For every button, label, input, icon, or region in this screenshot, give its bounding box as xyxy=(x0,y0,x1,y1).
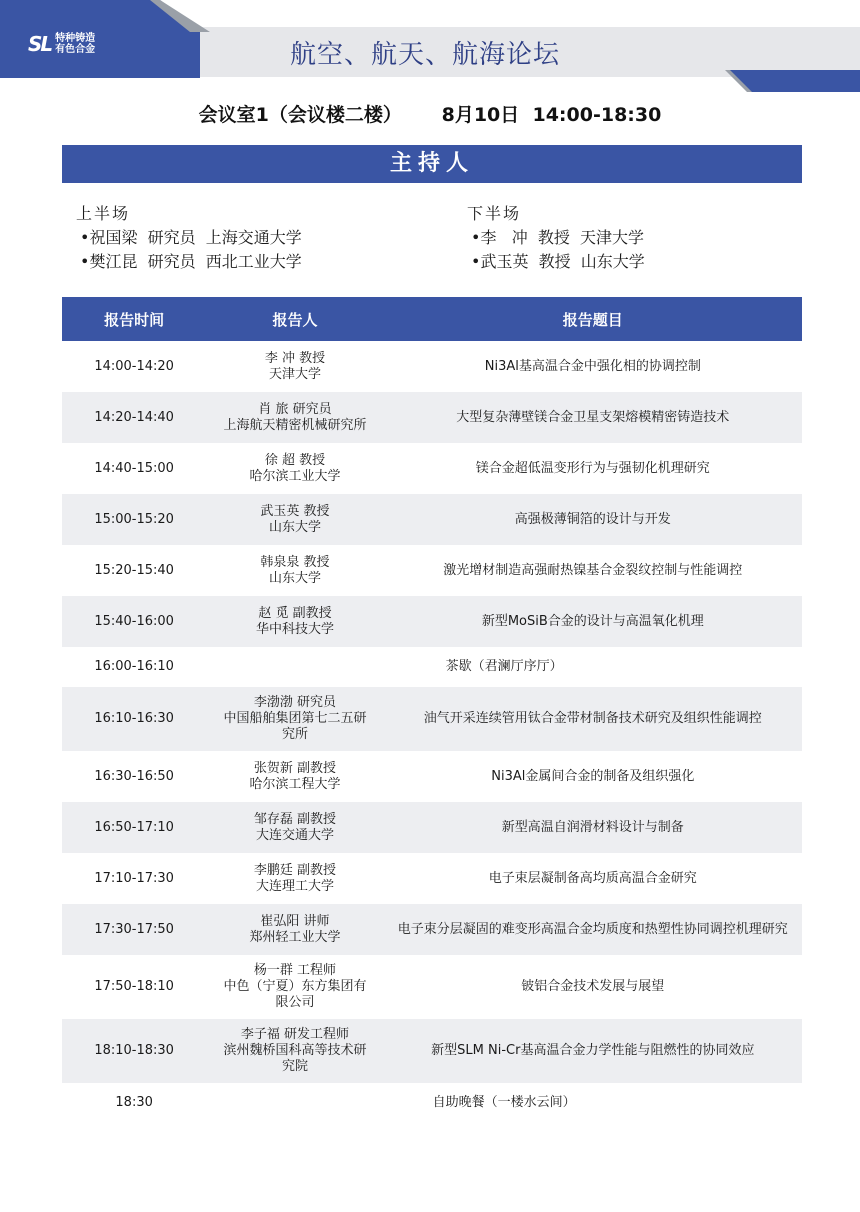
table-header-row xyxy=(62,297,802,341)
cell-speaker xyxy=(206,751,383,802)
table-row xyxy=(62,341,802,392)
cell-time: 16:00-16:10 xyxy=(62,647,206,687)
cell-break: 茶歇（君澜厅序厅） xyxy=(206,647,802,687)
speaker-line: 郑州轻工业大学 xyxy=(249,929,341,945)
venue-datetime: 8月10日 14:00-18:30 xyxy=(441,104,662,126)
cell-time: 18:30 xyxy=(62,1083,206,1123)
schedule-body xyxy=(62,341,802,1123)
speaker-line: 大连交通大学 xyxy=(255,827,334,843)
host-section-title: 主持人 xyxy=(62,145,802,183)
speaker-line: 华中科技大学 xyxy=(255,621,334,637)
speaker-line: 李鹏廷 副教授 xyxy=(253,862,337,878)
logo xyxy=(28,32,95,56)
cell-topic: 激光增材制造高强耐热镍基合金裂纹控制与性能调控 xyxy=(384,545,802,596)
table-row xyxy=(62,494,802,545)
logo-text: 特种铸造 有色合金 xyxy=(55,33,96,55)
cell-topic: 新型高温自润滑材料设计与制备 xyxy=(384,802,802,853)
cell-topic: Ni3Al基高温合金中强化相的协调控制 xyxy=(384,341,802,392)
speaker-line: 究所 xyxy=(281,727,308,742)
cell-time: 14:20-14:40 xyxy=(62,392,206,443)
speaker-line: 中国船舶集团第七二五研 xyxy=(223,711,367,726)
cell-topic: 油气开采连续管用钛合金带材制备技术研究及组织性能调控 xyxy=(384,687,802,751)
cell-time: 14:40-15:00 xyxy=(62,443,206,494)
speaker-line: 李子福 研发工程师 xyxy=(240,1027,350,1042)
corner-accent xyxy=(730,70,860,92)
cell-time: 14:00-14:20 xyxy=(62,341,206,392)
cell-speaker xyxy=(206,392,383,443)
speaker-line: 天津大学 xyxy=(268,366,321,382)
cell-time: 17:50-18:10 xyxy=(62,955,206,1019)
cell-time: 15:40-16:00 xyxy=(62,596,206,647)
cell-topic: Ni3Al金属间合金的制备及组织强化 xyxy=(384,751,802,802)
table-row xyxy=(62,545,802,596)
speaker-line: 中色（宁夏）东方集团有 xyxy=(223,979,367,994)
cell-speaker xyxy=(206,904,383,955)
host-item: •樊江昆 研究员 西北工业大学 xyxy=(80,252,302,271)
header-time: 报告时间 xyxy=(62,297,206,341)
cell-break: 自助晚餐（一楼水云间） xyxy=(206,1083,802,1123)
speaker-line: 杨一群 工程师 xyxy=(253,963,337,978)
header-speaker: 报告人 xyxy=(206,297,383,341)
speaker-line: 邹存磊 副教授 xyxy=(253,811,337,827)
cell-speaker xyxy=(206,1019,383,1083)
speaker-line: 山东大学 xyxy=(268,519,321,535)
speaker-line: 崔弘阳 讲师 xyxy=(260,913,330,929)
cell-time: 16:30-16:50 xyxy=(62,751,206,802)
cell-speaker xyxy=(206,955,383,1019)
host-item: •李 冲 教授 天津大学 xyxy=(471,228,645,247)
cell-speaker xyxy=(206,802,383,853)
cell-topic: 铍铝合金技术发展与展望 xyxy=(384,955,802,1019)
speaker-line: 韩泉泉 教授 xyxy=(260,554,330,570)
table-row xyxy=(62,687,802,751)
table-row xyxy=(62,647,802,687)
page-title: 航空、航天、航海论坛 xyxy=(290,40,561,70)
cell-speaker xyxy=(206,687,383,751)
cell-time: 17:10-17:30 xyxy=(62,853,206,904)
speaker-line: 李渤渤 研究员 xyxy=(253,695,337,710)
speaker-line: 肖 旅 研究员 xyxy=(258,401,332,417)
speaker-line: 山东大学 xyxy=(268,570,321,586)
table-row xyxy=(62,853,802,904)
logo-mark: SL xyxy=(28,32,52,56)
table-row xyxy=(62,1083,802,1123)
first-half-label: 上半场 xyxy=(76,204,131,223)
cell-speaker xyxy=(206,494,383,545)
table-row xyxy=(62,955,802,1019)
cell-topic: 新型MoSiB合金的设计与高温氧化机理 xyxy=(384,596,802,647)
cell-speaker xyxy=(206,341,383,392)
table-row xyxy=(62,904,802,955)
speaker-line: 滨州魏桥国科高等技术研 xyxy=(223,1043,367,1058)
speaker-line: 大连理工大学 xyxy=(255,878,334,894)
second-half-hosts xyxy=(467,202,645,274)
table-row xyxy=(62,802,802,853)
cell-speaker xyxy=(206,545,383,596)
speaker-line: 徐 超 教授 xyxy=(264,452,326,468)
speaker-line: 李 冲 教授 xyxy=(264,350,326,366)
table-row xyxy=(62,392,802,443)
cell-topic: 镁合金超低温变形行为与强韧化机理研究 xyxy=(384,443,802,494)
cell-topic: 电子束层凝制备高均质高温合金研究 xyxy=(384,853,802,904)
speaker-line: 赵 觅 副教授 xyxy=(258,605,332,621)
host-item: •武玉英 教授 山东大学 xyxy=(471,252,645,271)
speaker-line: 上海航天精密机械研究所 xyxy=(223,417,367,433)
cell-speaker xyxy=(206,596,383,647)
table-row xyxy=(62,596,802,647)
table-row xyxy=(62,443,802,494)
cell-topic: 大型复杂薄壁镁合金卫星支架熔模精密铸造技术 xyxy=(384,392,802,443)
cell-time: 16:10-16:30 xyxy=(62,687,206,751)
second-half-label: 下半场 xyxy=(467,204,522,223)
speaker-line: 哈尔滨工业大学 xyxy=(249,468,341,484)
first-half-hosts xyxy=(76,202,302,274)
venue-line xyxy=(0,100,860,127)
cell-time: 15:00-15:20 xyxy=(62,494,206,545)
speaker-line: 究院 xyxy=(281,1059,308,1074)
cell-time: 18:10-18:30 xyxy=(62,1019,206,1083)
cell-topic: 高强极薄铜箔的设计与开发 xyxy=(384,494,802,545)
speaker-line: 限公司 xyxy=(275,995,315,1010)
cell-speaker xyxy=(206,853,383,904)
speaker-line: 张贺新 副教授 xyxy=(253,760,337,776)
header-topic: 报告题目 xyxy=(384,297,802,341)
host-item: •祝国梁 研究员 上海交通大学 xyxy=(80,228,302,247)
cell-topic: 电子束分层凝固的难变形高温合金均质度和热塑性协同调控机理研究 xyxy=(384,904,802,955)
table-row xyxy=(62,751,802,802)
cell-topic: 新型SLM Ni-Cr基高温合金力学性能与阻燃性的协同效应 xyxy=(384,1019,802,1083)
cell-speaker xyxy=(206,443,383,494)
cell-time: 15:20-15:40 xyxy=(62,545,206,596)
schedule-table xyxy=(62,297,802,1123)
table-row xyxy=(62,1019,802,1083)
cell-time: 17:30-17:50 xyxy=(62,904,206,955)
speaker-line: 武玉英 教授 xyxy=(260,503,330,519)
cell-time: 16:50-17:10 xyxy=(62,802,206,853)
venue-room: 会议室1（会议楼二楼） xyxy=(198,104,402,126)
speaker-line: 哈尔滨工程大学 xyxy=(249,776,341,792)
